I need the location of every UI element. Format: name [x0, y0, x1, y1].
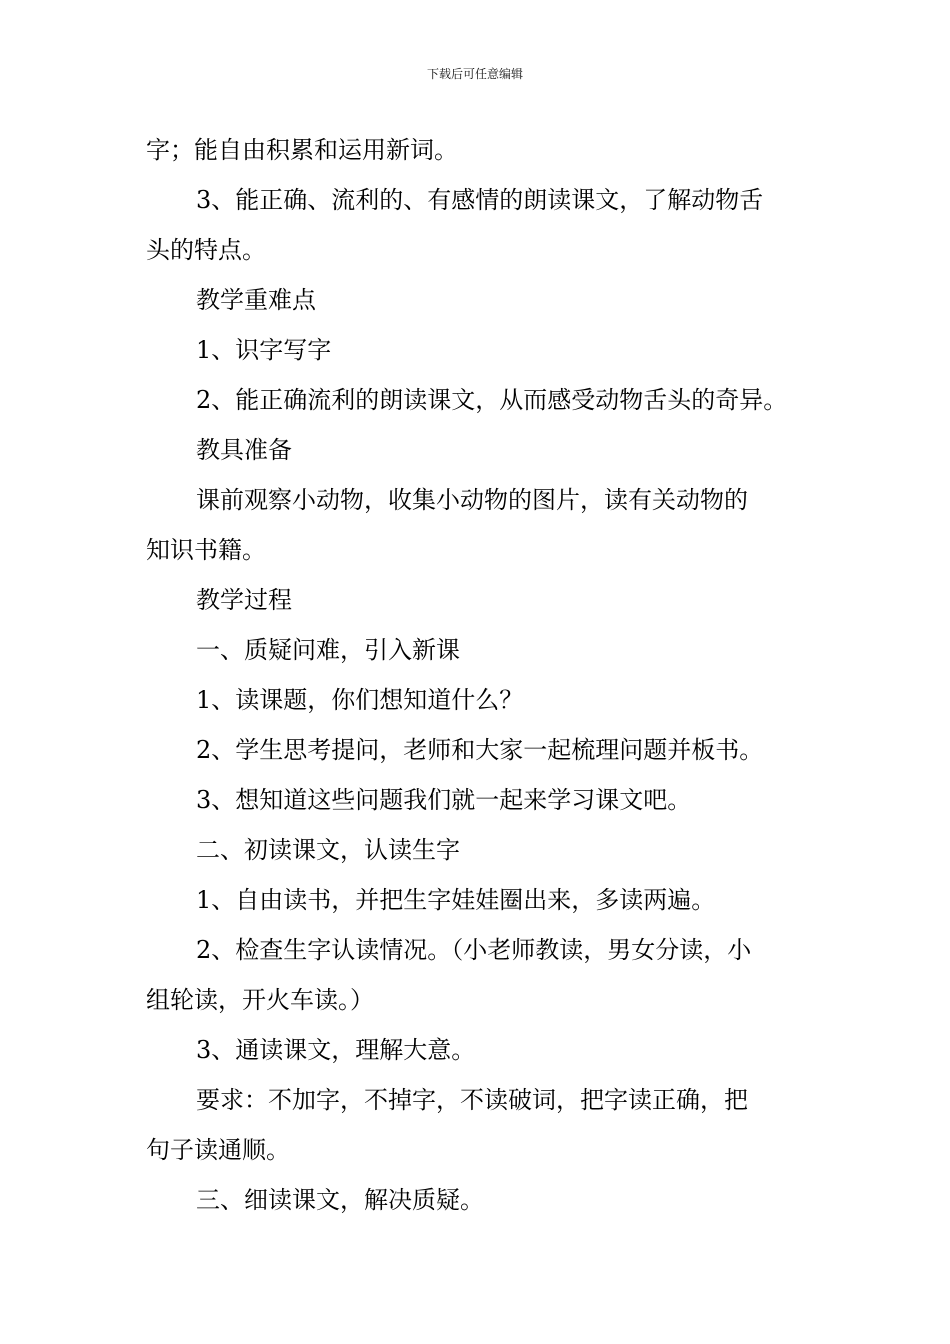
text-line: 字；能自由积累和运用新词。 — [146, 136, 458, 164]
text-line: 2、学生思考提问，老师和大家一起梳理问题并板书。 — [196, 736, 764, 764]
text-line: 1、识字写字 — [196, 336, 332, 364]
text-line: 2、能正确流利的朗读课文，从而感受动物舌头的奇异。 — [196, 386, 788, 414]
section-heading: 教学过程 — [196, 586, 292, 614]
section-heading: 教具准备 — [196, 436, 292, 464]
text-line: 一、质疑问难，引入新课 — [196, 636, 460, 664]
text-line: 头的特点。 — [146, 236, 266, 264]
text-line: 三、细读课文，解决质疑。 — [196, 1186, 484, 1214]
text-line: 1、读课题，你们想知道什么？ — [196, 686, 524, 714]
text-line: 3、想知道这些问题我们就一起来学习课文吧。 — [196, 786, 692, 814]
page-header: 下载后可任意编辑 — [426, 67, 523, 81]
text-line: 2、检查生字认读情况。（小老师教读，男女分读，小 — [196, 936, 752, 964]
text-line: 要求：不加字，不掉字，不读破词，把字读正确，把 — [196, 1086, 748, 1114]
section-heading: 教学重难点 — [196, 286, 316, 314]
document-body — [146, 125, 810, 1225]
text-line: 3、能正确、流利的、有感情的朗读课文，了解动物舌 — [196, 186, 764, 214]
text-line: 课前观察小动物，收集小动物的图片，读有关动物的 — [196, 486, 748, 514]
text-line: 知识书籍。 — [146, 536, 266, 564]
text-line: 二、初读课文，认读生字 — [196, 836, 460, 864]
text-line: 组轮读，开火车读。） — [146, 986, 374, 1014]
text-line: 1、自由读书，并把生字娃娃圈出来，多读两遍。 — [196, 886, 716, 914]
text-line: 句子读通顺。 — [146, 1136, 290, 1164]
text-line: 3、通读课文，理解大意。 — [196, 1036, 476, 1064]
